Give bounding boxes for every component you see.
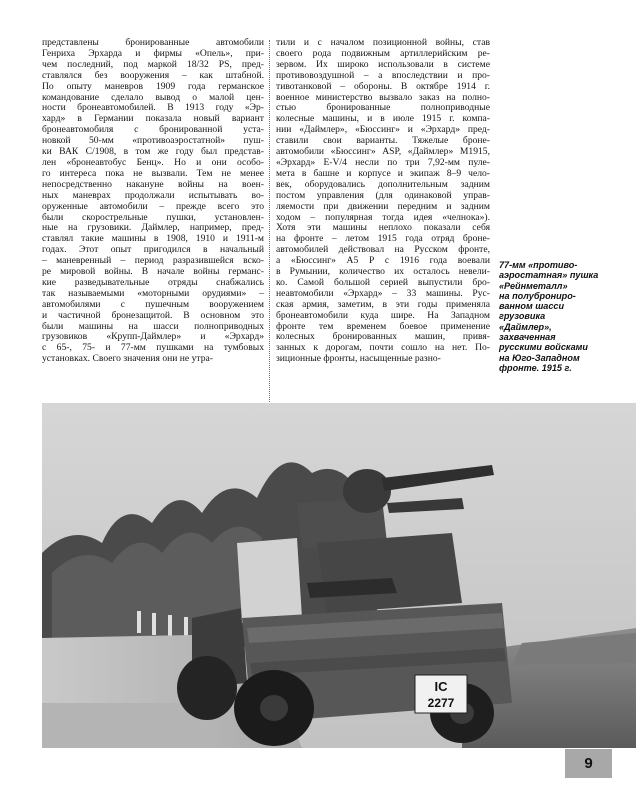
article-line: ставили свои варианты. Тяжелые броне- bbox=[276, 135, 490, 147]
article-line: были машины на шасси полноприводных bbox=[42, 320, 264, 332]
article-line: век, оборудовались дополнительным задним bbox=[276, 178, 490, 190]
article-line: мета в башне и корпусе и экипаж 8–9 чело- bbox=[276, 167, 490, 179]
article-line: ходом – популярная тогда идея «челнока»). bbox=[276, 211, 490, 223]
article-line: годах. Этот опыт пригодился в начальный bbox=[42, 244, 264, 256]
column-divider bbox=[269, 40, 270, 412]
page-number: 9 bbox=[565, 749, 612, 778]
caption-line: русскими войсками bbox=[499, 342, 588, 353]
article-line: ные на грузовики. Даймлер, например, пред- bbox=[42, 222, 264, 234]
article-line: ных маневрах продолжали испытывать во- bbox=[42, 189, 264, 201]
article-line: автомобилей действовал на Русском фронте, bbox=[276, 244, 490, 256]
article-line: кие разведывательные отряды снабжались bbox=[42, 276, 264, 288]
caption-line: ванном шасси bbox=[499, 301, 565, 312]
article-line: ляемости при движении передним и задним bbox=[276, 200, 490, 212]
caption-line: на полубронирo- bbox=[499, 290, 576, 301]
article-line: ности бронеавтомобилей. В 1913 году «Эр- bbox=[42, 102, 264, 114]
article-line: ставлялся без вооружения – как штабной. bbox=[42, 69, 264, 81]
plate-line-1: IC bbox=[434, 679, 448, 694]
article-line: Генриха Эрхарда и фирмы «Опель», при- bbox=[42, 47, 264, 59]
article-line: ре мировой войны. В начале войны германс- bbox=[42, 266, 264, 278]
article-line: представлены бронированные автомобили bbox=[42, 37, 264, 48]
article-line: а «Бюссинг» А5 Р с 1916 года воевали bbox=[276, 255, 490, 267]
photo-caption bbox=[499, 260, 621, 373]
article-line: своего рода подвижным артиллерийским ре- bbox=[276, 47, 490, 59]
photo-scene bbox=[42, 403, 636, 748]
article-line: неавтомобили «Эрхард» – 33 машины. Рус- bbox=[276, 287, 490, 299]
article-line: лен «бронеавтобус Бенц». Но и они особо- bbox=[42, 156, 264, 168]
article-line: стью бронированные полноприводные bbox=[276, 102, 490, 114]
article-line: го интереса пока не вызвали. Тем не менее bbox=[42, 167, 264, 179]
article-line: с 65-, 75- и 77-мм пушками на тумбовых bbox=[42, 342, 264, 354]
article-line: «Эрхард» Е-V/4 несли по три 7,92-мм пуле- bbox=[276, 156, 490, 168]
article-line: новкой 50-мм «противоаэростатной» пуш- bbox=[42, 135, 264, 147]
article-line: занных к дорогам, почти сошло на нет. По- bbox=[276, 342, 490, 354]
article-line: и частичной бронезащитой. В основном это bbox=[42, 309, 264, 321]
article-column-left bbox=[42, 38, 264, 365]
article-line: ставлял такие машины в 1908, 1910 и 1911-м bbox=[42, 233, 264, 245]
plate-line-2: 2277 bbox=[427, 696, 455, 710]
article-line: ская армия, заметим, в эти годы применяла bbox=[276, 298, 490, 310]
caption-line: на Юго-Западном bbox=[499, 352, 580, 363]
caption-line: фронте. 1915 г. bbox=[499, 362, 572, 373]
article-line: колесные машины, и в июле 1915 г. компа- bbox=[276, 113, 490, 125]
article-line: зервом. Их широко использовали в системе bbox=[276, 58, 490, 70]
article-line: тили и с началом позиционной войны, став bbox=[276, 37, 490, 48]
article-line: на фронте – летом 1915 года отряд броне- bbox=[276, 233, 490, 245]
caption-line: «Даймлер», bbox=[499, 321, 552, 332]
article-line: автомобили «Бюссинг» ASP, «Даймлер» М1915, bbox=[276, 146, 490, 158]
article-line: оруженные автомобили – прежде всего это bbox=[42, 200, 264, 212]
photo-armored-truck bbox=[42, 403, 636, 748]
article-line: непосредственно накануне войны на воен- bbox=[42, 178, 264, 190]
article-line: ко. Самой большой серией выпустили бро- bbox=[276, 276, 490, 288]
article-column-middle bbox=[276, 38, 490, 365]
article-line: ки ВАК С/1908, в том же году был представ- bbox=[42, 146, 264, 158]
caption-line: захваченная bbox=[499, 332, 556, 343]
article-line: тивотанковой – обороны. В октябре 1914 г. bbox=[276, 80, 490, 92]
article-line: бронеавтомобили куда шире. На Западном bbox=[276, 309, 490, 321]
caption-line: 77-мм «противо- bbox=[499, 260, 578, 270]
article-line: так называемыми «моторными орудиями» – bbox=[42, 287, 264, 299]
article-line: хард» в Германии показала новый вариант bbox=[42, 113, 264, 125]
article-line: грузовиков «Крупп-Даймлер» и «Эрхард» bbox=[42, 331, 264, 343]
caption-line: «Рейнметалл» bbox=[499, 280, 568, 291]
article-line: нии «Даймлер», «Бюссинг» и «Эрхард» пред- bbox=[276, 124, 490, 136]
article-line: фронте тем временем боевое применение bbox=[276, 320, 490, 332]
article-line: установках. Своего значения они не утра- bbox=[42, 353, 213, 365]
article-line: чем последний, под маркой 18/32 PS, пред- bbox=[42, 58, 264, 70]
article-line: автомобилями с пушечным вооружением bbox=[42, 298, 264, 310]
article-line: противовоздушной – а впоследствии и про- bbox=[276, 69, 490, 81]
article-line: командование сделало вывод о малой цен- bbox=[42, 91, 264, 103]
caption-line: аэростатная» пушка bbox=[499, 270, 599, 281]
article-line: – маневренный – период разразившейся вско- bbox=[42, 255, 264, 267]
article-line: По опыту маневров 1909 года германское bbox=[42, 80, 264, 92]
article-line: Хотя эти машины неплохо показали себя bbox=[276, 222, 490, 234]
article-line: военное министерство вызвало заказ на полно- bbox=[276, 91, 490, 103]
article-line: бронеавтомобиля с бронированной уста- bbox=[42, 124, 264, 136]
article-line: постом управления (для одинаковой управ- bbox=[276, 189, 490, 201]
article-line: были скорострельные пушки, установлен- bbox=[42, 211, 264, 223]
article-line: в Румынии, количество их осталось невели- bbox=[276, 266, 490, 278]
article-line: колесных бронированных машин, привя- bbox=[276, 331, 490, 343]
caption-line: грузовика bbox=[499, 311, 546, 322]
article-line: зиционные фронты, насыщенные разно- bbox=[276, 353, 441, 365]
